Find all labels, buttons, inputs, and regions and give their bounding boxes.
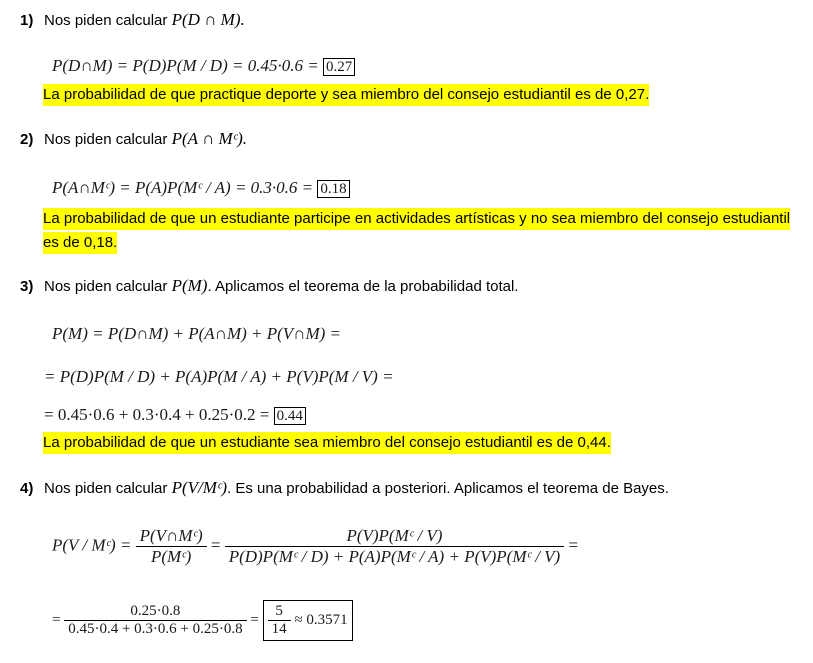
problem-2-number: 2) — [20, 131, 34, 148]
problem-4-intro — [44, 478, 669, 498]
problem-1-intro-text: Nos piden calcular — [44, 12, 172, 29]
problem-1-formula-lhs: P(D∩M) = P(D)P(M / D) = 0.45·0.6 = — [52, 56, 319, 75]
problem-3-intro-math: P(M) — [171, 276, 208, 295]
problem-4-bayes-frac2-num: P(V)P(Mᶜ / V) — [225, 526, 565, 547]
problem-4-bayes-lhs: P(V / Mᶜ) = — [52, 535, 132, 555]
problem-2-conclusion-line1: La probabilidad de que un estudiante participe en actividades artísticas y no sea miembro del consejo estudiantil — [43, 208, 790, 230]
problem-4-numeric — [52, 600, 353, 641]
problem-4-intro-tail: . Es una probabilidad a posteriori. Aplicamos el teorema de Bayes. — [227, 480, 669, 497]
problem-2-formula-lhs: P(A∩Mᶜ) = P(A)P(Mᶜ / A) = 0.3·0.6 = — [52, 178, 314, 197]
problem-3-formula-line1-text: P(M) = P(D∩M) + P(A∩M) + P(V∩M) = — [52, 324, 341, 343]
problem-4-bayes-frac2-den: P(D)P(Mᶜ / D) + P(A)P(Mᶜ / A) + P(V)P(Mᶜ / V) — [228, 547, 561, 566]
problem-4-bayes-equals-trailing: = — [568, 535, 579, 555]
problem-3-formula-line3 — [44, 405, 306, 425]
problem-2-result-box: 0.18 — [317, 180, 349, 198]
problem-4-numeric-num: 0.25·0.8 — [64, 603, 246, 621]
problem-3-intro-text: Nos piden calcular — [44, 278, 172, 295]
problem-2-conclusion-line2: es de 0,18. — [43, 232, 117, 254]
problem-3-formula-line2 — [44, 367, 394, 387]
problem-4-intro-text: Nos piden calcular — [44, 480, 172, 497]
problem-4-result-box — [263, 600, 353, 641]
problem-4-result-num: 5 — [268, 603, 291, 621]
problem-4-numeric-frac — [64, 603, 246, 638]
problem-4-number: 4) — [20, 480, 34, 497]
problem-2-intro — [44, 129, 247, 149]
problem-3-intro — [44, 276, 518, 296]
problem-4-result-den: 14 — [271, 621, 287, 637]
problem-3-formula-line2-text: = P(D)P(M / D) + P(A)P(M / A) + P(V)P(M / V) = — [44, 367, 394, 386]
problem-2-intro-text: Nos piden calcular — [44, 131, 172, 148]
problem-3-formula-line3-text: = 0.45·0.6 + 0.3·0.4 + 0.25·0.2 = — [44, 405, 270, 424]
problem-3-number: 3) — [20, 278, 34, 295]
problem-4-bayes-frac1 — [136, 526, 207, 567]
problem-3-result-box: 0.44 — [274, 407, 306, 425]
problem-4-result-frac — [268, 603, 291, 638]
problem-1-intro — [44, 10, 245, 30]
problem-1-result-box: 0.27 — [323, 58, 355, 76]
problem-4-bayes-formula — [52, 526, 578, 567]
problem-1-formula — [52, 56, 355, 76]
problem-4-bayes-equals: = — [210, 535, 221, 555]
problem-2-formula — [52, 178, 350, 198]
problem-3-formula-line1 — [52, 324, 341, 344]
problem-4-numeric-equals: = — [52, 611, 61, 628]
problem-4-result-approx: ≈ 0.3571 — [294, 611, 348, 628]
problem-1-intro-math: P(D ∩ M). — [171, 10, 245, 29]
problem-2-intro-math: P(A ∩ Mᶜ). — [171, 129, 248, 148]
problem-4-bayes-frac1-num: P(V∩Mᶜ) — [136, 526, 207, 547]
problem-4-bayes-frac1-den: P(Mᶜ) — [150, 547, 192, 566]
problem-3-intro-tail: . Aplicamos el teorema de la probabilidad total. — [207, 278, 519, 295]
problem-4-intro-math: P(V/Mᶜ) — [171, 478, 228, 497]
problem-4-numeric-equals2: = — [250, 611, 259, 628]
problem-1-number: 1) — [20, 12, 34, 29]
problem-3-conclusion: La probabilidad de que un estudiante sea miembro del consejo estudiantil es de 0,44. — [43, 432, 611, 454]
problem-4-numeric-den: 0.45·0.4 + 0.3·0.6 + 0.25·0.8 — [68, 621, 243, 637]
problem-1-conclusion: La probabilidad de que practique deporte y sea miembro del consejo estudiantil es de 0,27. — [43, 84, 649, 106]
problem-4-bayes-frac2 — [225, 526, 565, 567]
